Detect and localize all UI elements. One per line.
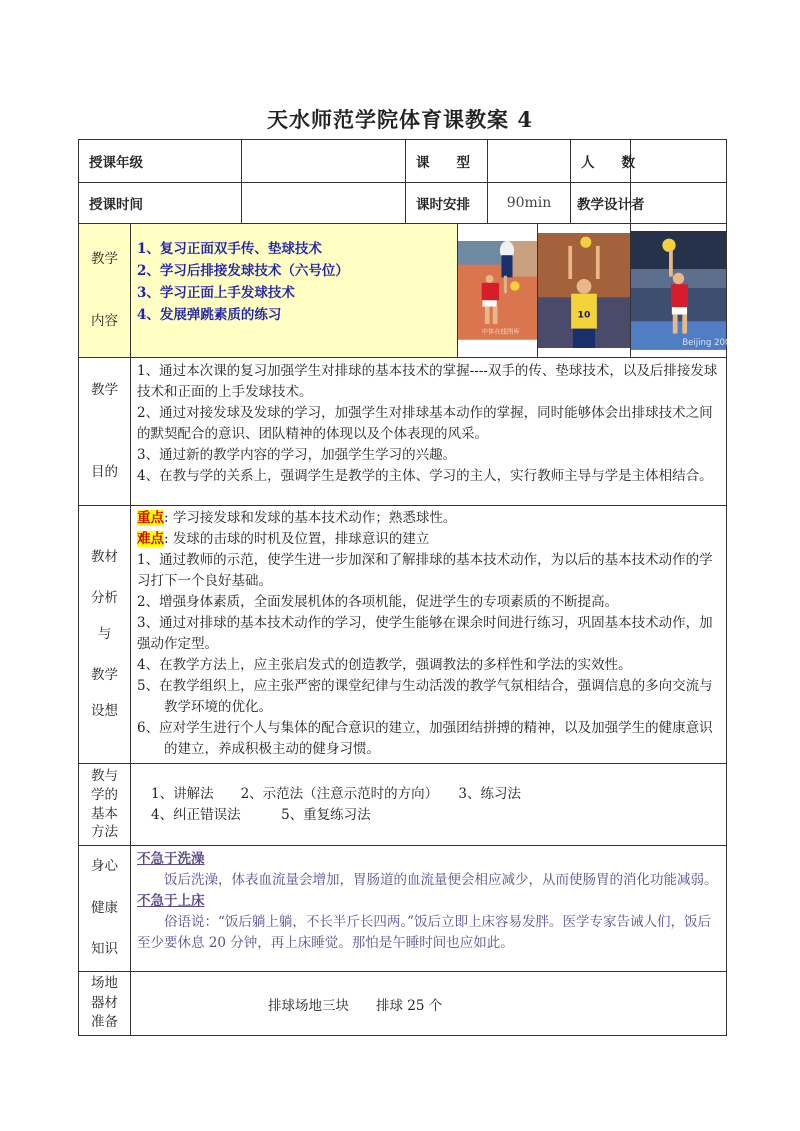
content-item-2: 2、学习后排接发球技术（六号位）: [137, 263, 349, 279]
goal-item-1: 1、通过本次课的复习加强学生对排球的基本技术的掌握----双手的传、垫球技术，以及后排接发球技术和正面的上手发球技术。: [137, 363, 718, 400]
venue-label: [79, 972, 131, 1036]
grade-label: 授课年级: [79, 140, 242, 183]
methods-label-2: 学的: [91, 786, 118, 803]
analysis-label-1: 教材: [91, 548, 118, 565]
designer-label: 教学设计者: [571, 183, 631, 224]
analysis-label-3: 与: [97, 625, 112, 642]
jersey-number: 10: [577, 309, 591, 321]
content-items: [131, 224, 458, 358]
header-row-1: [79, 140, 727, 183]
analysis-item-3: 3、通过对排球的基本技术动作的学习，使学生能够在课余时间进行练习，巩固基本技术动作，加强动作定型。: [137, 615, 713, 652]
lesson-plan-table: [78, 139, 736, 1036]
key-point-text: : 学习接发球和发球的基本技术动作；熟悉球性。: [164, 510, 457, 526]
analysis-label-4: 教学: [91, 667, 118, 684]
health-label-3: 知识: [91, 941, 118, 958]
time-label: 授课时间: [79, 183, 242, 224]
methods-line-2: 4、纠正错误法 5、重复练习法: [151, 806, 371, 823]
content-label-2: 内容: [91, 312, 118, 329]
photo-2-cell: [538, 224, 631, 358]
analysis-label-5: 设想: [91, 702, 118, 719]
key-point-tag: 重点: [137, 510, 164, 526]
venue-text: 排球场地三块 排球 25 个: [131, 972, 727, 1036]
methods-label-4: 方法: [91, 824, 118, 841]
page-title: 天水师范学院体育课教案 4: [267, 107, 533, 132]
venue-row: [79, 972, 727, 1036]
health-label-1: 身心: [91, 858, 118, 875]
health-items: [131, 846, 727, 972]
health-label: [79, 846, 131, 972]
content-item-3: 3、学习正面上手发球技术: [137, 285, 295, 301]
content-label: [79, 224, 131, 358]
key-point: [137, 508, 720, 529]
analysis-label-2: 分析: [91, 590, 118, 607]
content-label-1: 教学: [91, 250, 118, 267]
goals-label-1: 教学: [91, 381, 118, 398]
grade-value[interactable]: [242, 140, 406, 183]
photo-3-cell: [631, 224, 736, 358]
health-label-2: 健康: [91, 899, 118, 916]
goal-item-2: 2、通过对接发球及发球的学习，加强学生对排球基本动作的掌握，同时能够体会出排球技术之间的默契配合的意识、团队精神的体现以及个体表现的风采。: [137, 405, 713, 442]
goals-label: [79, 358, 131, 506]
methods-label-1: 教与: [91, 767, 118, 784]
content-row: [79, 224, 727, 358]
analysis-label: [79, 506, 131, 764]
count-label: 人 数: [571, 140, 631, 183]
difficult-point: [137, 529, 720, 550]
olympic-banner-text: Beijing 2008: [682, 338, 736, 349]
difficult-point-tag: 难点: [137, 531, 164, 547]
hours-label: 课时安排: [406, 183, 488, 224]
analysis-items: [131, 506, 727, 764]
volleyball-set-photo: [538, 233, 630, 348]
methods-line-1: 1、讲解法 2、示范法（注意示范时的方向） 3、练习法: [151, 785, 522, 802]
methods-row: [79, 764, 727, 846]
analysis-item-1: 1、通过教师的示范，使学生进一步加深和了解排球的基本技术动作，为以后的基本技术动作的学习打下一个良好基础。: [137, 552, 713, 589]
health-text-1: 饭后洗澡，体表血流量会增加，胃肠道的血流量便会相应减少，从而使肠胃的消化功能减弱。: [164, 872, 718, 888]
analysis-item-5: 5、在教学组织上，应主张严密的课堂纪律与生动活泼的教学气氛相结合，强调信息的多向交流与教学环境的优化。: [137, 678, 713, 715]
methods-label-3: 基本: [91, 805, 118, 822]
type-label: 课 型: [406, 140, 488, 183]
header-row-2: [79, 183, 727, 224]
analysis-row: [79, 506, 727, 764]
volleyball-serve-photo: [631, 231, 736, 350]
photo-watermark: 中体在线图库: [481, 328, 520, 336]
health-row: [79, 846, 727, 972]
analysis-item-6: 6、应对学生进行个人与集体的配合意识的建立，加强团结拼搏的精神，以及加强学生的健康意识的建立，养成积极主动的健身习惯。: [137, 720, 713, 757]
methods-label: [79, 764, 131, 846]
content-item-1: 1、复习正面双手传、垫球技术: [137, 241, 322, 257]
analysis-item-4: 4、在教学方法上，应主张启发式的创造教学，强调教法的多样性和学法的实效性。: [137, 657, 632, 673]
type-value[interactable]: [488, 140, 571, 183]
goals-label-2: 目的: [91, 463, 118, 480]
goals-row: [79, 358, 727, 506]
analysis-item-2: 2、增强身体素质，全面发展机体的各项机能，促进学生的专项素质的不断提高。: [137, 594, 619, 610]
venue-label-2: 器材: [91, 994, 118, 1011]
goals-items: [131, 358, 727, 506]
venue-label-1: 场地: [91, 975, 118, 992]
methods-items: [131, 764, 727, 846]
volleyball-dig-photo: [458, 241, 537, 340]
health-title-1: 不急于洗澡: [137, 851, 205, 867]
difficult-point-text: : 发球的击球的时机及位置，排球意识的建立: [164, 531, 430, 547]
hours-value: 90min: [488, 183, 571, 224]
health-text-2: 俗语说：“饭后躺上躺，不长半斤长四两。”饭后立即上床容易发胖。医学专家告诫人们，饭后至少要休息 20 分钟，再上床睡觉。那怕是午睡时间也应如此。: [137, 914, 712, 951]
content-item-4: 4、发展弹跳素质的练习: [137, 307, 282, 323]
health-title-2: 不急于上床: [137, 893, 205, 909]
photo-1-cell: [458, 224, 538, 358]
count-value[interactable]: [631, 140, 727, 183]
venue-label-3: 准备: [91, 1014, 118, 1031]
time-value[interactable]: [242, 183, 406, 224]
goal-item-4: 4、在教与学的关系上，强调学生是教学的主体、学习的主人，实行教师主导与学是主体相结合。: [137, 468, 713, 484]
goal-item-3: 3、通过新的教学内容的学习，加强学生学习的兴趣。: [137, 447, 457, 463]
